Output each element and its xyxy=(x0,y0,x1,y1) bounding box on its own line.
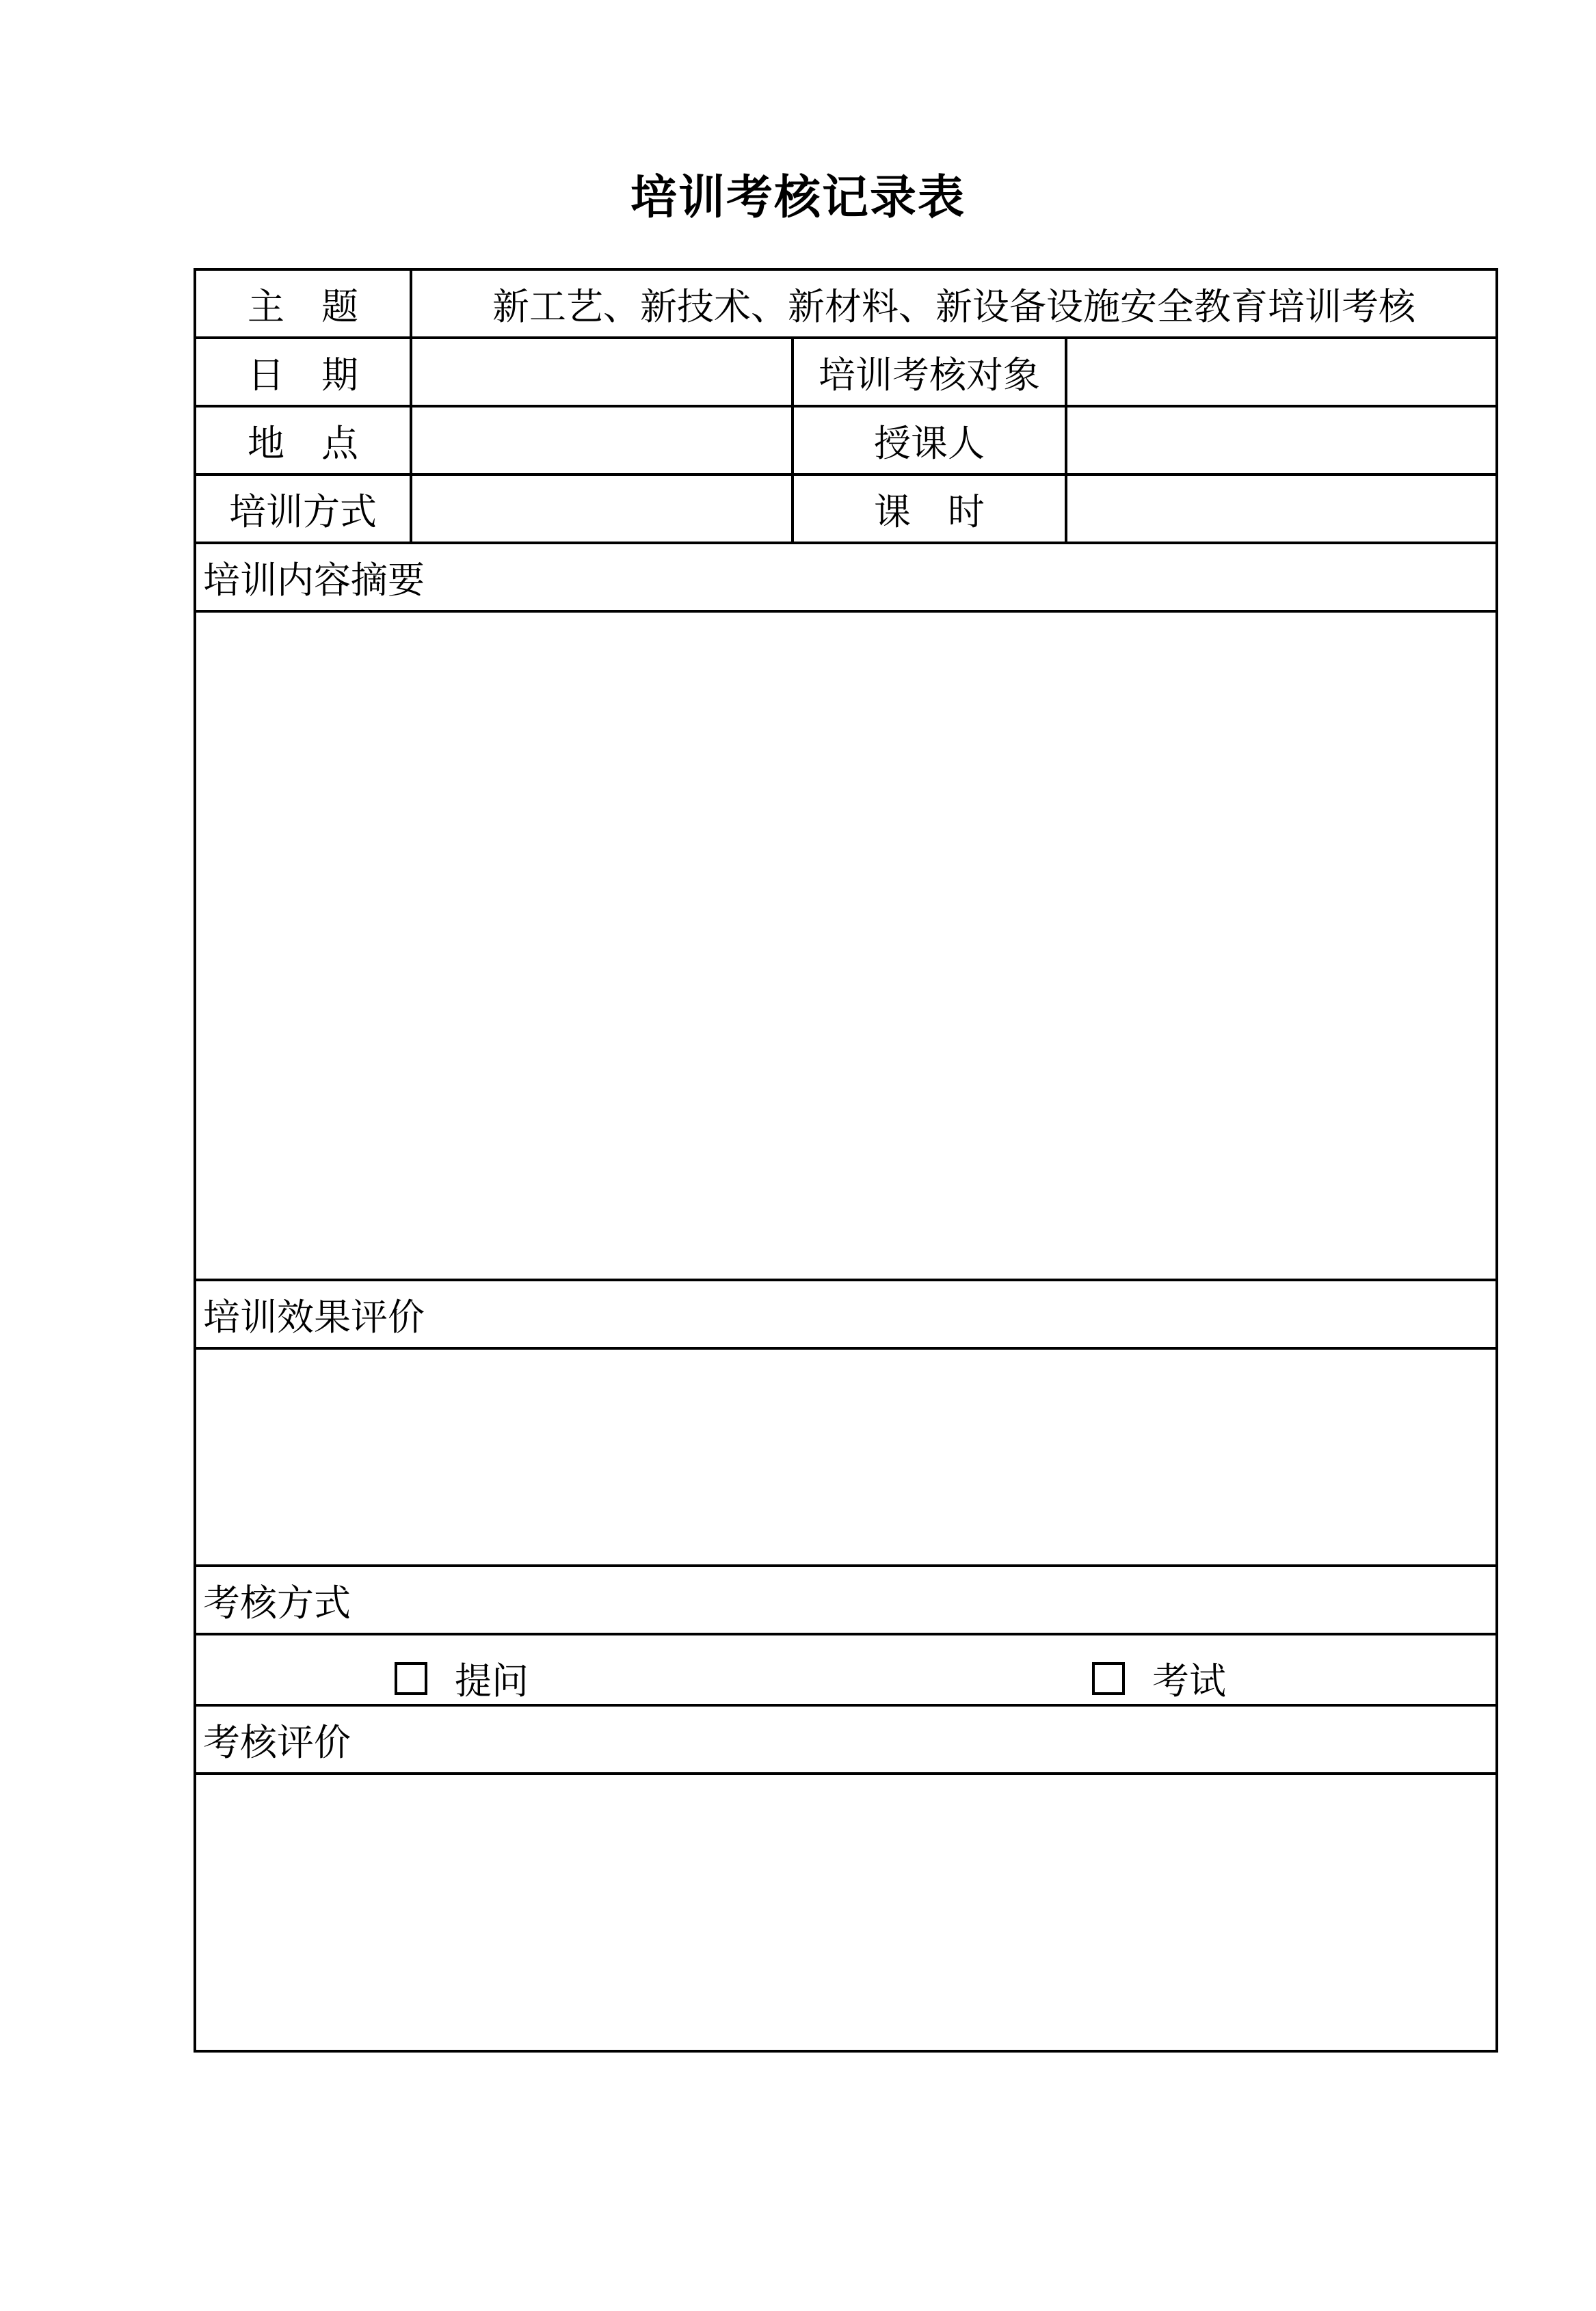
assessment-method-label-row xyxy=(195,1566,1497,1634)
ask-label: 提问 xyxy=(455,1659,529,1702)
effect-content-field[interactable] xyxy=(195,1348,1497,1566)
option-ask[interactable] xyxy=(395,1652,529,1705)
trainee-target-field[interactable] xyxy=(1066,338,1497,406)
effect-label: 培训效果评价 xyxy=(195,1280,1497,1348)
assessment-eval-label-row xyxy=(195,1705,1497,1774)
summary-label: 培训内容摘要 xyxy=(195,543,1497,611)
subject-row xyxy=(195,269,1497,338)
method-row xyxy=(195,475,1497,543)
instructor-field[interactable] xyxy=(1066,406,1497,475)
summary-label-row xyxy=(195,543,1497,611)
date-value-field[interactable] xyxy=(411,338,793,406)
class-hours-field[interactable] xyxy=(1066,475,1497,543)
training-method-label: 培训方式 xyxy=(195,475,411,543)
summary-body-row xyxy=(195,611,1497,1280)
page-title: 培训考核记录表 xyxy=(630,171,966,225)
place-row xyxy=(195,406,1497,475)
option-exam[interactable] xyxy=(1092,1652,1226,1705)
date-row xyxy=(195,338,1497,406)
training-record-form xyxy=(194,268,1498,2053)
assessment-method-label: 考核方式 xyxy=(195,1566,1497,1634)
place-value-field[interactable] xyxy=(411,406,793,475)
training-method-field[interactable] xyxy=(411,475,793,543)
assessment-eval-body-row xyxy=(195,1774,1497,2051)
assessment-eval-content-field[interactable] xyxy=(195,1774,1497,2051)
exam-label: 考试 xyxy=(1152,1659,1226,1702)
effect-label-row xyxy=(195,1280,1497,1348)
trainee-target-label: 培训考核对象 xyxy=(793,338,1066,406)
assessment-options-cell xyxy=(195,1634,1497,1705)
instructor-label: 授课人 xyxy=(793,406,1066,475)
summary-content-field[interactable] xyxy=(195,611,1497,1280)
assessment-options-row xyxy=(195,1634,1497,1705)
ask-checkbox[interactable] xyxy=(395,1662,427,1695)
assessment-eval-label: 考核评价 xyxy=(195,1705,1497,1774)
effect-body-row xyxy=(195,1348,1497,1566)
exam-checkbox[interactable] xyxy=(1092,1662,1125,1695)
subject-value[interactable]: 新工艺、新技术、新材料、新设备设施安全教育培训考核 xyxy=(411,269,1497,338)
class-hours-label: 课 时 xyxy=(793,475,1066,543)
place-label: 地 点 xyxy=(195,406,411,475)
date-label: 日 期 xyxy=(195,338,411,406)
subject-label: 主 题 xyxy=(195,269,411,338)
